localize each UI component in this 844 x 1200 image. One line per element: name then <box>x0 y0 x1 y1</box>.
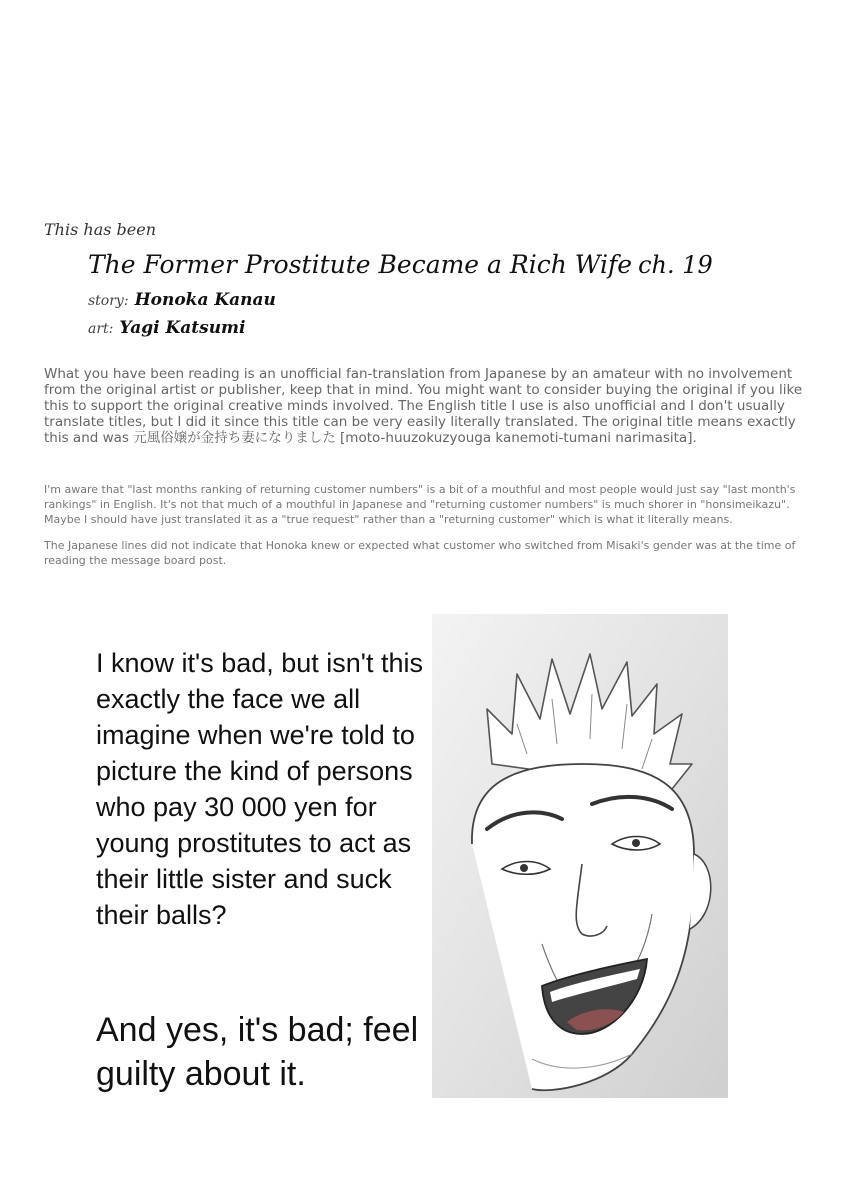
translation-title: The Former Prostitute Became a Rich Wife <box>88 250 633 279</box>
story-credit <box>88 290 276 310</box>
intro-text: This has been <box>44 220 157 239</box>
gender-note: The Japanese lines did not indicate that Honoka knew or expected what customer who switched from Misaki's gender was at the time of reading the message board post. <box>44 539 796 567</box>
commentary-conclusion: And yes, it's bad; feel guilty about it. <box>96 1011 419 1093</box>
art-credit <box>88 318 246 338</box>
story-label: story: <box>88 293 129 309</box>
chapter-number: ch. 19 <box>638 251 713 279</box>
smiling-man-portrait-icon <box>432 614 728 1098</box>
story-author: Honoka Kanau <box>134 290 276 310</box>
ranking-note: I'm aware that "last months ranking of returning customer numbers" is a bit of a mouthful and most people would just say "last month's rankings" in English. It's not that much of a mouthful in Japanese and "returning customer numbers" is much shorer in "honsimeikazu". Maybe I should have just translated it as a "true request" rather than a "returning customer" which is what it literally means. <box>44 483 796 526</box>
art-author: Yagi Katsumi <box>119 318 246 338</box>
title-line <box>88 250 713 279</box>
art-label: art: <box>88 321 114 337</box>
commentary-question: I know it's bad, but isn't this exactly the face we all imagine when we're told to picture the kind of persons who pay 30 000 yen for young prostitutes to act as their little sister and suck their balls? <box>96 648 423 930</box>
disclaimer-note: What you have been reading is an unofficial fan-translation from Japanese by an amateur with no involvement from the original artist or publisher, keep that in mind. You might want to consider buying the original if you like this to support the original creative minds involved. The English title I use is also unofficial and I don't usually translate titles, but I did it since this title can be very easily literally translated. The original title means exactly this and was 元風俗嬢が金持ち妻になりました [moto-huuzokuzyouga kanemoti-tumani narimasita]. <box>44 366 803 446</box>
